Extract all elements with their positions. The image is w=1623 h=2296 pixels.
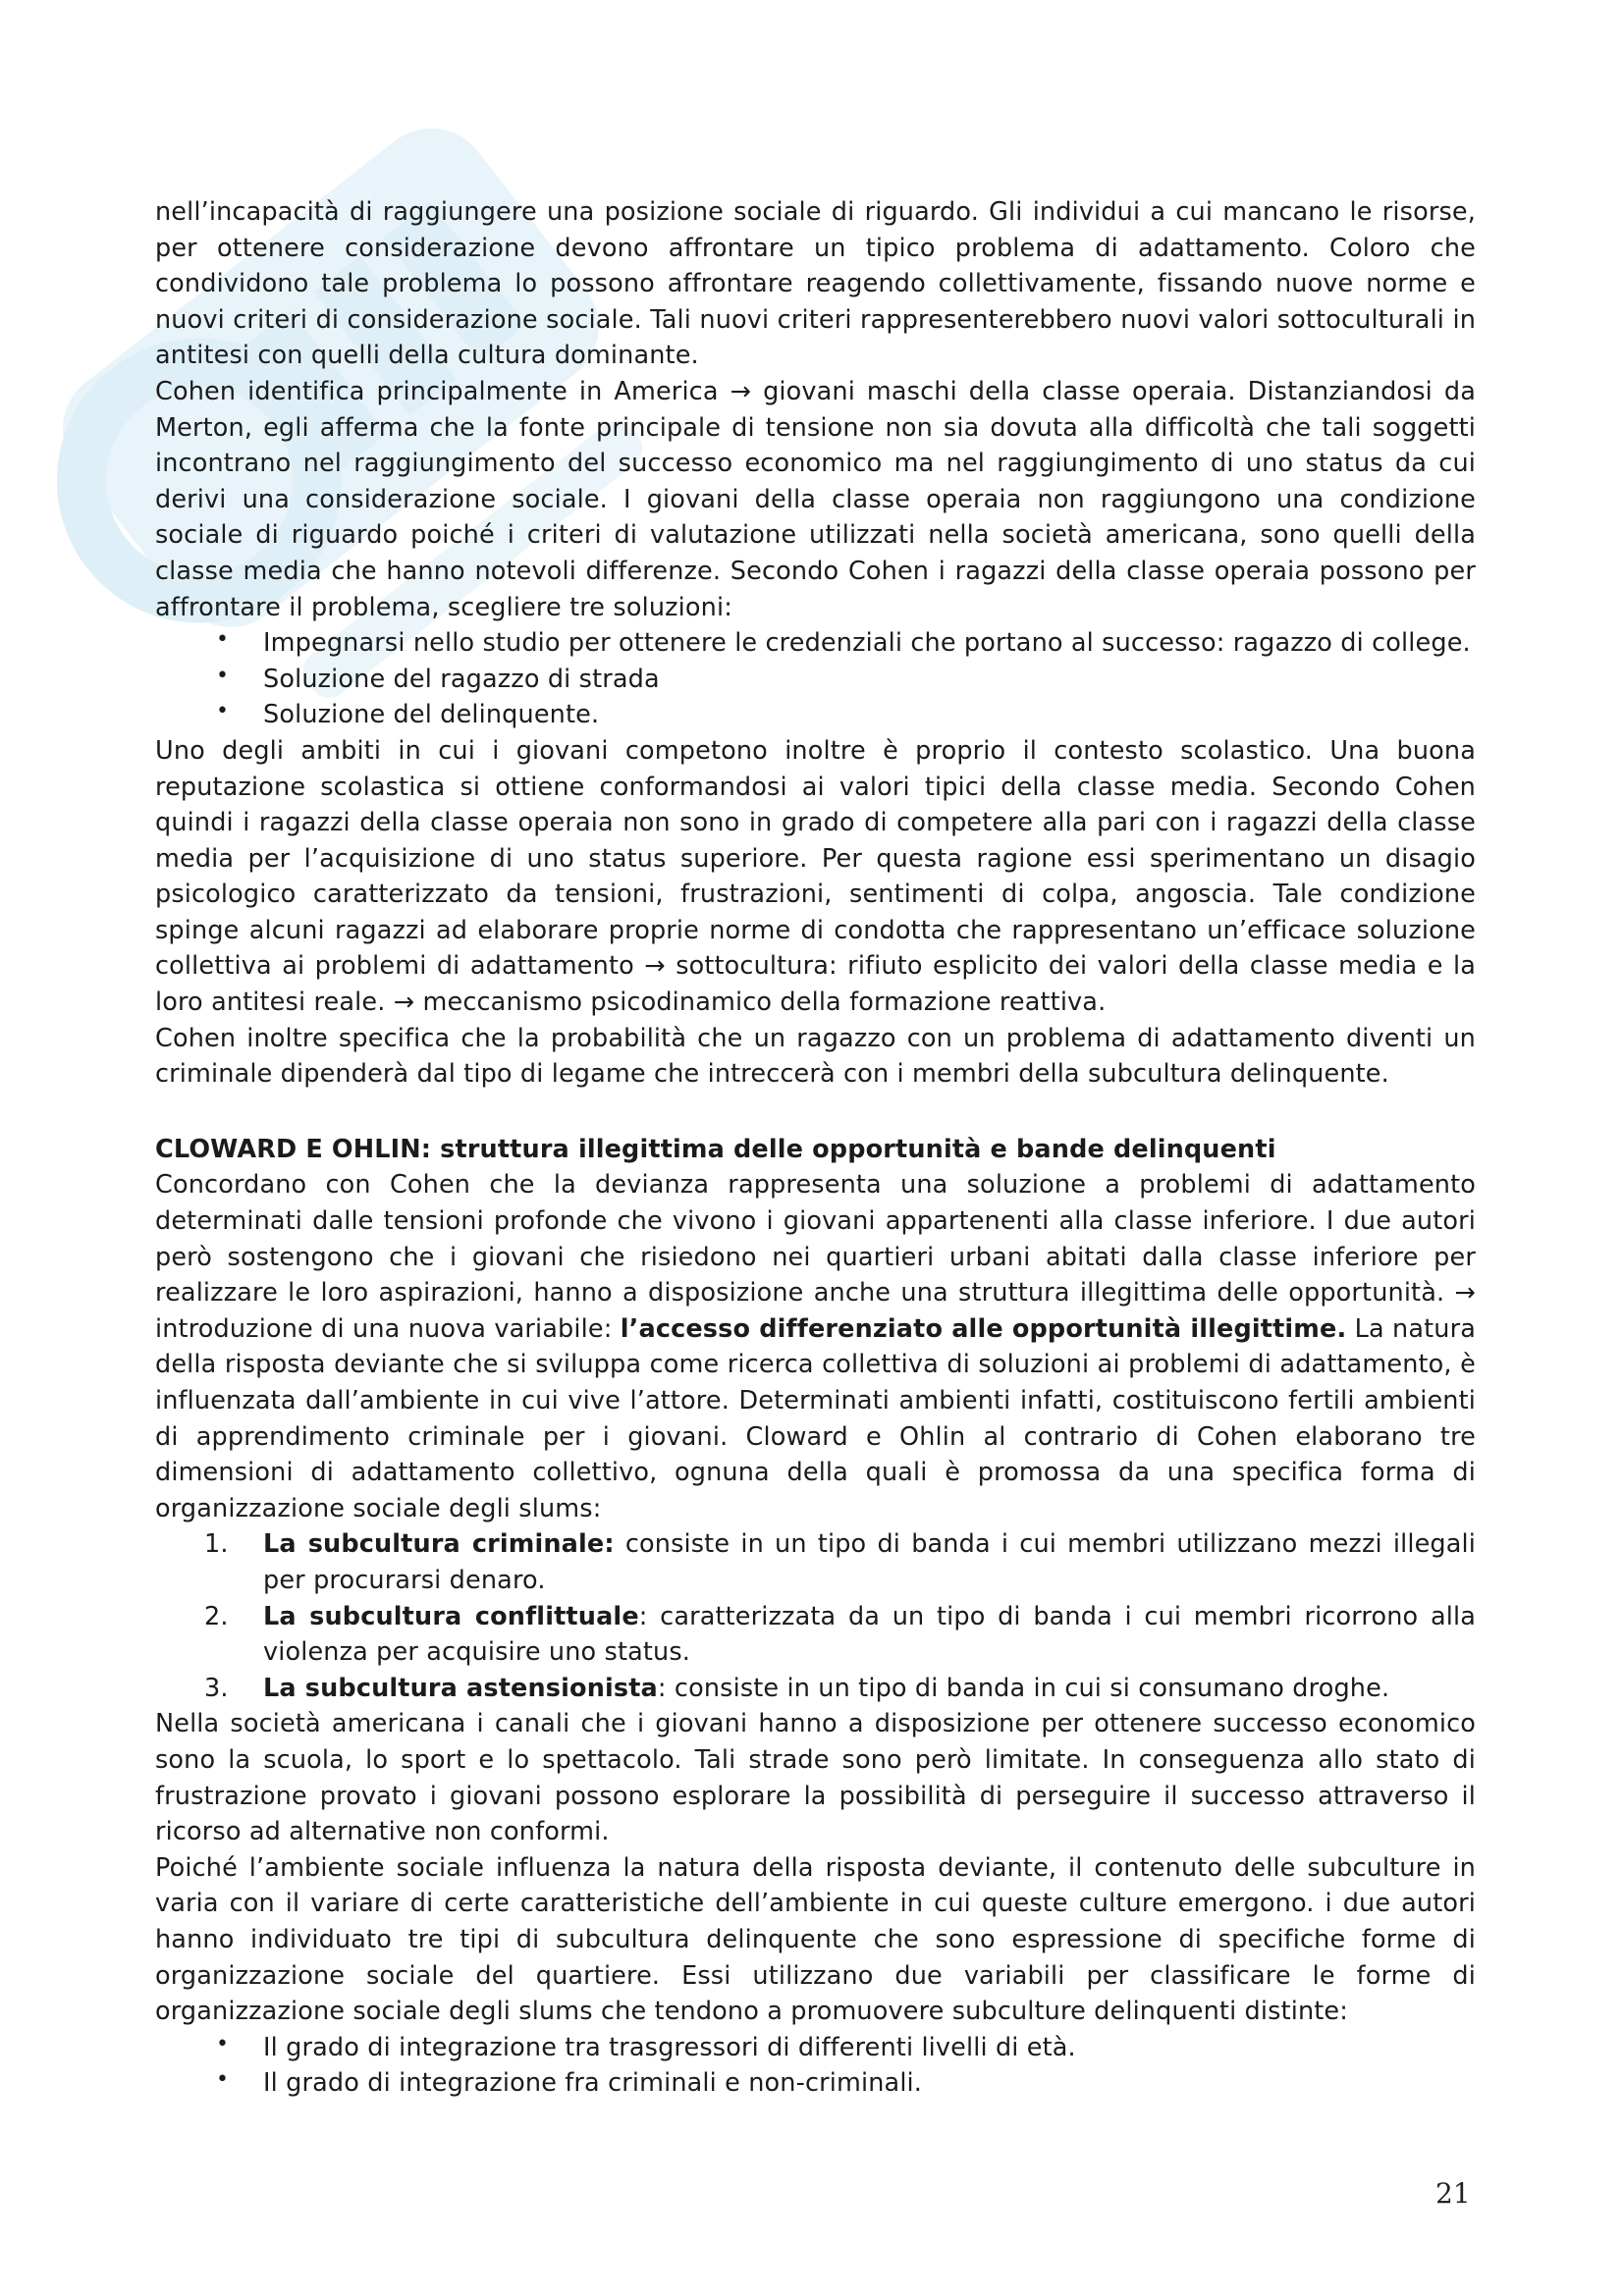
list-item: • Il grado di integrazione fra criminali e non-criminali. (155, 2065, 1476, 2102)
paragraph: Cohen identifica principalmente in America → giovani maschi della classe operaia. Distanziandosi da Merton, egli afferma che la fonte principale di tensione non sia dovuta alla difficoltà che tali soggetti incontrano nel raggiungimento del successo economico ma nel raggiungimento di uno status da cui derivi una considerazione sociale. I giovani della classe operaia non raggiungono una condizione sociale di riguardo poiché i criteri di valutazione utilizzati nella società americana, sono quelli della classe media che hanno notevoli differenze. Secondo Cohen i ragazzi della classe operaia possono per affrontare il problema, scegliere tre soluzioni: (155, 376, 1476, 622)
bullet-icon: • (216, 2067, 230, 2093)
list-number: 2. (204, 1601, 229, 1631)
paragraph: Nella società americana i canali che i giovani hanno a disposizione per ottenere successo economico sono la scuola, lo sport e lo spettacolo. Tali strade sono però limitate. In conseguenza allo stato di frustrazione provato i giovani possono esplorare la possibilità di perseguire il successo attraverso il ricorso ad alternative non conformi. (155, 1709, 1476, 1847)
bullet-icon: • (216, 663, 230, 688)
bullet-icon: • (216, 699, 230, 724)
list-item: • Il grado di integrazione tra trasgressori di differenti livelli di età. (155, 2030, 1476, 2066)
numbered-list-subcultures (155, 1526, 1476, 1706)
list-item: 3. La subcultura astensionista: consiste in un tipo di banda in cui si consumano droghe. (155, 1671, 1476, 1707)
bullet-icon: • (216, 627, 230, 653)
section-heading: CLOWARD E OHLIN: struttura illegittima delle opportunità e bande delinquenti (155, 1134, 1276, 1164)
list-item: 1. La subcultura criminale: consiste in un tipo di banda i cui membri utilizzano mezzi illegali per procurarsi denaro. (155, 1526, 1476, 1598)
bullet-icon: • (216, 2031, 230, 2056)
list-item: • Impegnarsi nello studio per ottenere le credenziali che portano al successo: ragazzo di college. (155, 625, 1476, 662)
list-item: • Soluzione del ragazzo di strada (155, 662, 1476, 698)
paragraph: Cohen inoltre specifica che la probabilità che un ragazzo con un problema di adattamento diventi un criminale dipenderà dal tipo di legame che intreccerà con i membri della subcultura delinquente. (155, 1023, 1476, 1090)
paragraph: Concordano con Cohen che la devianza rappresenta una soluzione a problemi di adattamento determinati dalle tensioni profonde che vivono i giovani appartenenti alla classe inferiore. I due autori però sostengono che i giovani che risiedono nei quartieri urbani abitati dalla classe inferiore per realizzare le loro aspirazioni, hanno a disposizione anche una struttura illegittima delle opportunità. → introduzione di una nuova variabile: l’accesso differenziato alle opportunità illegittime. La natura della risposta deviante che si sviluppa come ricerca collettiva di soluzioni ai problemi di adattamento, è influenzata dall’ambiente in cui vive l’attore. Determinati ambienti infatti, costituiscono fertili ambienti di apprendimento criminale per i giovani. Cloward e Ohlin al contrario di Cohen elaborano tre dimensioni di adattamento collettivo, ognuna della quali è promossa da una specifica forma di organizzazione sociale degli slums: (155, 1170, 1476, 1523)
paragraph: nell’incapacità di raggiungere una posizione sociale di riguardo. Gli individui a cui mancano le risorse, per ottenere considerazione devono affrontare un tipico problema di adattamento. Coloro che condividono tale problema lo possono affrontare reagendo collettivamente, fissando nuove norme e nuovi criteri di considerazione sociale. Tali nuovi criteri rappresenterebbero nuovi valori sottoculturali in antitesi con quelli della cultura dominante. (155, 197, 1476, 371)
list-number: 3. (204, 1673, 229, 1703)
paragraph: Poiché l’ambiente sociale influenza la natura della risposta deviante, il contenuto delle subculture in varia con il variare di certe caratteristiche dell’ambiente in cui queste culture emergono. i due autori hanno individuato tre tipi di subcultura delinquente che sono espressione di specifiche forme di organizzazione sociale del quartiere. Essi utilizzano due variabili per classificare le forme di organizzazione sociale degli slums che tendono a promuovere subculture delinquenti distinte: (155, 1852, 1476, 2027)
bullet-list-solutions (155, 625, 1476, 733)
paragraph: Uno degli ambiti in cui i giovani competono inoltre è proprio il contesto scolastico. Una buona reputazione scolastica si ottiene conformandosi ai valori tipici della classe media. Secondo Cohen quindi i ragazzi della classe operaia non sono in grado di competere alla pari con i ragazzi della classe media per l’acquisizione di uno status superiore. Per questa ragione essi sperimentano un disagio psicologico caratterizzato da tensioni, frustrazioni, sentimenti di colpa, angoscia. Tale condizione spinge alcuni ragazzi ad elaborare proprie norme di condotta che rappresentano un’efficace soluzione collettiva ai problemi di adattamento → sottocultura: rifiuto esplicito dei valori della classe media e la loro antitesi reale. → meccanismo psicodinamico della formazione reattiva. (155, 735, 1476, 1018)
list-item: • Soluzione del delinquente. (155, 697, 1476, 733)
list-number: 1. (204, 1529, 229, 1560)
page-number: 21 (1435, 2177, 1471, 2210)
list-item: 2. La subcultura conflittuale: caratterizzata da un tipo di banda i cui membri ricorrono alla violenza per acquisire uno status. (155, 1599, 1476, 1671)
bullet-list-variables (155, 2030, 1476, 2102)
document-body (155, 194, 1476, 2102)
